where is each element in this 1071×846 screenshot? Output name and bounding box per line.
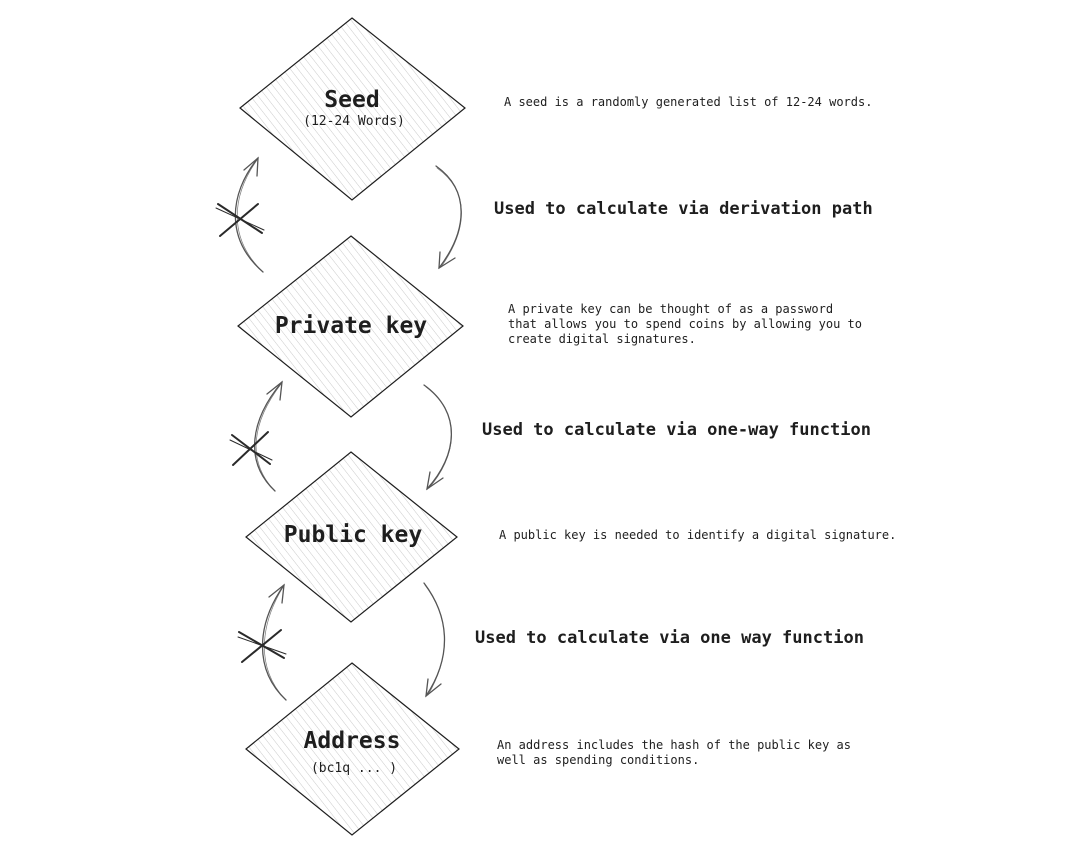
seed-title: Seed <box>324 87 380 113</box>
public-to-private-blocked-arrow <box>230 382 282 491</box>
seed-node <box>240 18 465 200</box>
private-key-description: A private key can be thought of as a password that allows you to spend coins by allowing you to create digital signatures. <box>508 302 863 346</box>
step-label-seed-to-private: Used to calculate via derivation path <box>494 199 873 219</box>
address-description: An address includes the hash of the public key as well as spending conditions. <box>497 738 852 767</box>
step-label-public-to-address: Used to calculate via one way function <box>475 628 864 648</box>
public-key-description: A public key is needed to identify a digital signature. <box>499 528 897 542</box>
private-key-title: Private key <box>274 313 428 339</box>
step-label-private-to-public: Used to calculate via one-way function <box>482 420 871 440</box>
seed-description: A seed is a randomly generated list of 12-24 words. <box>504 95 873 109</box>
blocked-cross-icon <box>238 630 286 662</box>
seed-subtitle: (12-24 Words) <box>303 114 405 129</box>
seed-to-private-arrow <box>436 166 462 268</box>
public-key-title: Public key <box>283 522 423 548</box>
address-title: Address <box>303 728 401 754</box>
blocked-cross-icon <box>230 432 272 465</box>
public-to-address-arrow <box>424 583 445 696</box>
private-to-seed-blocked-arrow <box>216 158 264 272</box>
address-to-public-blocked-arrow <box>238 585 286 700</box>
address-subtitle: (bc1q ... ) <box>310 761 398 776</box>
blocked-cross-icon <box>216 204 264 236</box>
private-to-public-arrow <box>424 385 452 489</box>
arrowhead-icon <box>426 679 441 696</box>
